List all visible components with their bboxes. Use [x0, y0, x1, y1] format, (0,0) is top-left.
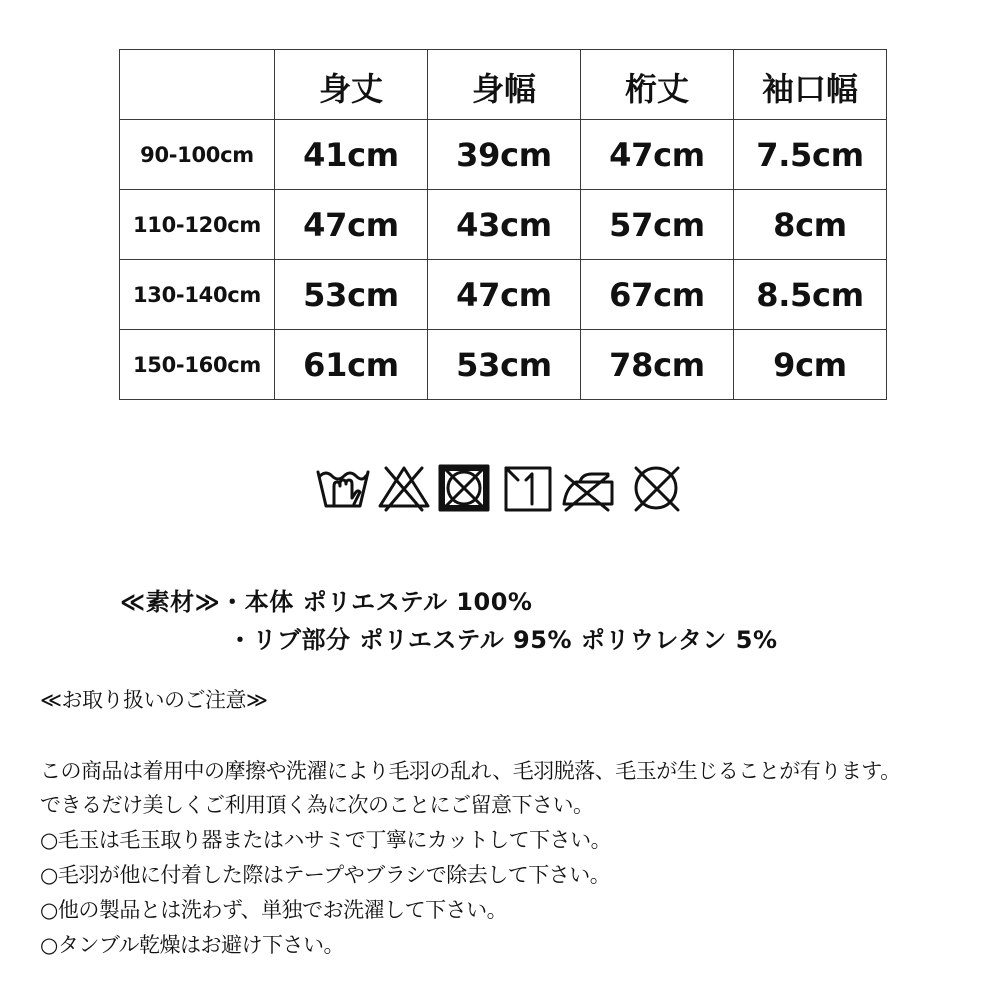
table-cell: 41cm [275, 120, 428, 190]
material-rib: ・リブ部分 ポリエステル 95% ポリウレタン 5% [228, 626, 778, 654]
iron-low-icon [564, 474, 612, 510]
header-sleeve-length: 桁丈 [581, 50, 734, 120]
table-cell: 47cm [275, 190, 428, 260]
no-dry-clean-icon [636, 468, 678, 510]
care-notes-item: ○毛玉は毛玉取り器またはハサミで丁寧にカットして下さい。 [40, 828, 612, 852]
table-row [120, 260, 887, 330]
table-cell: 53cm [428, 330, 581, 400]
material-body: ≪素材≫・本体 ポリエステル 100% [120, 588, 533, 616]
table-cell: 47cm [428, 260, 581, 330]
header-empty-cell [120, 50, 275, 120]
care-notes-item: ○他の製品とは洗わず、単独でお洗濯して下さい。 [40, 898, 508, 922]
size-label: 110-120cm [120, 190, 275, 260]
table-cell: 53cm [275, 260, 428, 330]
header-cuff-width: 袖口幅 [734, 50, 887, 120]
table-cell: 78cm [581, 330, 734, 400]
care-symbols [316, 462, 688, 514]
size-label: 90-100cm [120, 120, 275, 190]
header-body-length: 身丈 [275, 50, 428, 120]
table-cell: 61cm [275, 330, 428, 400]
table-row [120, 120, 887, 190]
care-notes-item: ○タンブル乾燥はお避け下さい。 [40, 933, 344, 957]
table-row [120, 330, 887, 400]
table-cell: 57cm [581, 190, 734, 260]
table-cell: 8.5cm [734, 260, 887, 330]
no-bleach-icon [380, 468, 428, 510]
line-dry-shade-icon [506, 468, 550, 510]
table-cell: 9cm [734, 330, 887, 400]
table-cell: 43cm [428, 190, 581, 260]
care-notes-paragraph: この商品は着用中の摩擦や洗濯により毛羽の乱れ、毛羽脱落、毛玉が生じることが有ります。 [40, 759, 901, 783]
table-cell: 39cm [428, 120, 581, 190]
size-label: 130-140cm [120, 260, 275, 330]
care-notes-title: ≪お取り扱いのご注意≫ [40, 688, 268, 712]
size-table [119, 49, 887, 400]
care-notes-item: ○毛羽が他に付着した際はテープやブラシで除去して下さい。 [40, 863, 611, 887]
no-tumble-dry-icon [440, 466, 488, 510]
table-cell: 7.5cm [734, 120, 887, 190]
header-body-width: 身幅 [428, 50, 581, 120]
table-row [120, 190, 887, 260]
table-header-row [120, 50, 887, 120]
table-cell: 67cm [581, 260, 734, 330]
care-notes-paragraph: できるだけ美しくご利用頂く為に次のことにご留意下さい。 [40, 793, 594, 817]
hand-wash-icon [318, 472, 368, 506]
table-cell: 47cm [581, 120, 734, 190]
table-cell: 8cm [734, 190, 887, 260]
size-label: 150-160cm [120, 330, 275, 400]
